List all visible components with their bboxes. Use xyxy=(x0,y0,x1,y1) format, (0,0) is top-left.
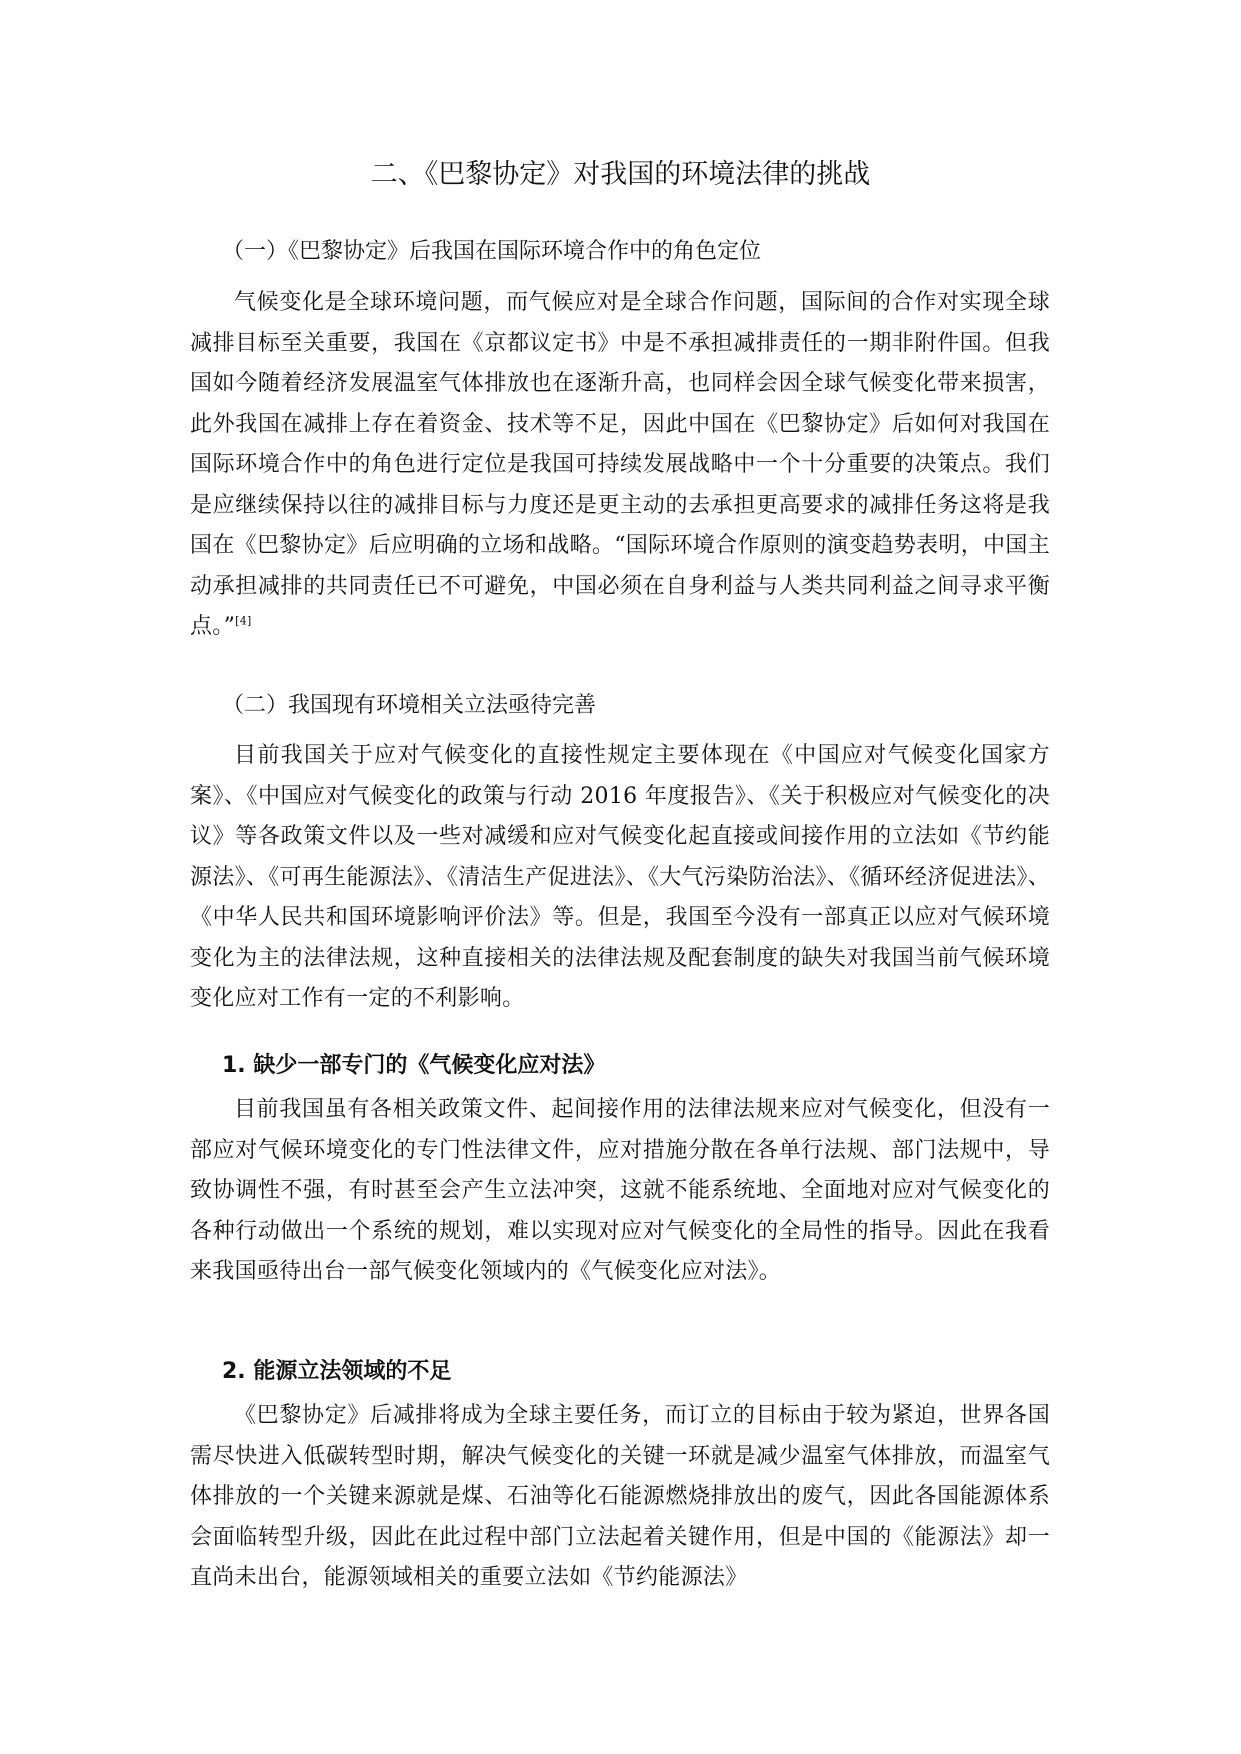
subsection-1-paragraph: 目前我国虽有各相关政策文件、起间接作用的法律法规来应对气候变化，但没有一部应对气候环境变化的专门性法律文件，应对措施分散在各单行法规、部门法规中，导致协调性不强，有时甚至会产生立法冲突，这就不能系统地、全面地对应对气候变化的各种行动做出一个系统的规划，难以实现对应对气候变化的全局性的指导。因此在我看来我国亟待出台一部气候变化领域内的《气候变化应对法》。 xyxy=(190,1097,1050,1284)
citation-ref: [4] xyxy=(235,614,252,628)
subsection-2-paragraph: 《巴黎协定》后减排将成为全球主要任务，而订立的目标由于较为紧迫，世界各国需尽快进入低碳转型时期，解决气候变化的关键一环就是减少温室气体排放，而温室气体排放的一个关键来源就是煤、石油等化石能源燃烧排放出的废气，因此各国能源体系会面临转型升级，因此在此过程中部门立法起着关键作用，但是中国的《能源法》却一直尚未出台，能源领域相关的重要立法如《节约能源法》 xyxy=(190,1403,1050,1590)
section-2-paragraph: 目前我国关于应对气候变化的直接性规定主要体现在《中国应对气候变化国家方案》、《中国应对气候变化的政策与行动 2016 年度报告》、《关于积极应对气候变化的决议》等各政策文件以及一些对减缓和应对气候变化起直接或间接作用的立法如《节约能源法》、《可再生能源法》、《清洁生产促进法》、《大气污染防治法》、《循环经济促进法》、《中华人民共和国环境影响评价法》等。但是，我国至今没有一部真正以应对气候环境变化为主的法律法规，这种直接相关的法律法规及配套制度的缺失对我国当前气候环境变化应对工作有一定的不利影响。 xyxy=(190,743,1050,1011)
section-1-paragraph xyxy=(190,283,1050,648)
subsection-1-heading: 1. 缺少一部专门的《气候变化应对法》 xyxy=(222,1053,606,1078)
section-2-heading: （二）我国现有环境相关立法亟待完善 xyxy=(222,693,597,718)
page-title: 二、《巴黎协定》对我国的环境法律的挑战 xyxy=(370,159,871,190)
subsection-2-heading: 2. 能源立法领域的不足 xyxy=(222,1359,452,1384)
section-1-heading: （一）《巴黎协定》后我国在国际环境合作中的角色定位 xyxy=(222,239,762,264)
section-1-text: 气候变化是全球环境问题，而气候应对是全球合作问题，国际间的合作对实现全球减排目标至关重要，我国在《京都议定书》中是不承担减排责任的一期非附件国。但我国如今随着经济发展温室气体排放也在逐渐升高，也同样会因全球气候变化带来损害，此外我国在减排上存在着资金、技术等不足，因此中国在《巴黎协定》后如何对我国在国际环境合作中的角色进行定位是我国可持续发展战略中一个十分重要的决策点。我们是应继续保持以往的减排目标与力度还是更主动的去承担更高要求的减排任务这将是我国在《巴黎协定》后应明确的立场和战略。“国际环境合作原则的演变趋势表明，中国主动承担减排的共同责任已不可避免，中国必须在自身利益与人类共同利益之间寻求平衡点。” xyxy=(190,290,1050,639)
